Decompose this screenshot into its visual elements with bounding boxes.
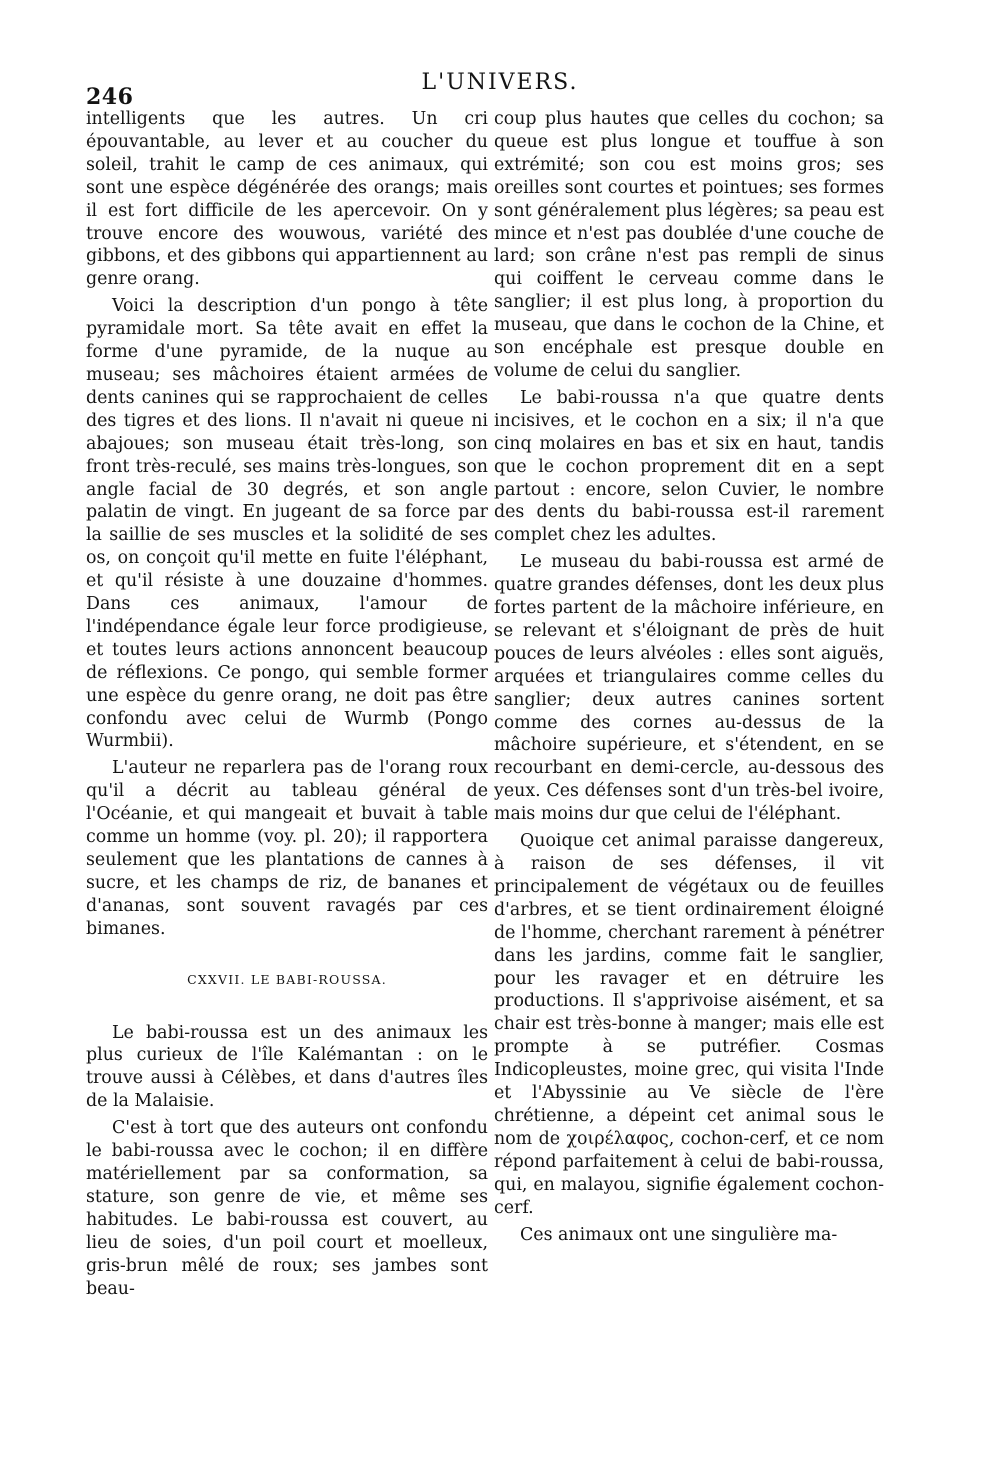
left-column [86,108,488,1300]
paragraph: Le museau du babi-roussa est armé de quatre grandes défenses, dont les deux plus fortes partent de la mâchoire inférieure, en se relevant et s'éloignant de près de huit pouces de leurs alvéoles : elles sont aiguës, arquées et triangulaires comme celles du sanglier; deux autres canines sortent comme des cornes au-dessus de la mâchoire supérieure, et s'étendent, en se recourbant en demi-cercle, au-dessous des yeux. Ces défenses sont d'un très-bel ivoire, mais moins dur que celui de l'éléphant. [494,552,884,825]
paragraph: coup plus hautes que celles du cochon; sa queue est plus longue et touffue à son extrémité; son cou est moins gros; ses oreilles sont courtes et pointues; ses formes sont généralement plus légères; sa peau est mince et n'est pas doublée d'une couche de lard; son crâne n'est pas rempli de sinus qui coiffent le cerveau comme dans le sanglier; il est plus long, à proportion du museau, que dans le cochon de la Chine, et son encéphale est presque double en volume de celui du sanglier. [494,109,884,381]
paragraph: L'auteur ne reparlera pas de l'orang roux qu'il a décrit au tableau général de l'Océanie, et qui mangeait et buvait à table comme un homme (voy. pl. 20); il rapportera seulement que les plantations de cannes à sucre, et les champs de riz, de bananes et d'ananas, sont souvent ravagés par ces bimanes. [86,758,488,939]
section-heading: CXXVII. LE BABI-ROUSSA. [187,971,387,987]
paragraph: Ces animaux ont une singulière ma- [520,1224,838,1245]
right-column [494,108,884,1246]
running-title: L'UNIVERS. [421,70,579,95]
paragraph: Voici la description d'un pongo à tête pyramidale mort. Sa tête avait en effet la forme d'une pyramide, de la nuque au museau; ses mâchoires étaient armées de dents canines qui se rapprochaient de celles des tigres et des lions. Il n'avait ni queue ni abajoues; son museau était très-long, son front très-reculé, ses mains très-longues, son angle facial de 30 degrés, et son angle palatin de vingt. En jugeant de sa force par la saillie de ses muscles et la solidité de ses os, on conçoit qu'il mette en fuite l'éléphant, et qu'il résiste à une douzaine d'hommes. Dans ces animaux, l'amour de l'indépendance égale leur force prodigieuse, et toutes leurs actions annoncent beaucoup de réflexions. Ce pongo, qui semble former une espèce du genre orang, ne doit pas être confondu avec celui de Wurmb (Pongo Wurmbii). [86,296,488,752]
paragraph: Quoique cet animal paraisse dangereux, à raison de ses défenses, il vit principalement de végétaux ou de feuilles d'arbres, et se tient ordinairement éloigné de l'homme, cherchant rarement à pénétrer dans les jardins, comme fait le sanglier, pour les ravager et en détruire les productions. Il s'apprivoise aisément, et sa chair est très-bonne à manger; mais elle est prompte à se putréfier. Cosmas Indicopleustes, moine grec, qui visita l'Inde et l'Abyssinie au Ve siècle de l'ère chrétienne, a dépeint cet animal sous le nom de χοιρέλαφος, cochon-cerf, et ce nom répond parfaitement à celui de babi-roussa, qui, en malayou, signifie également cochon-cerf. [494,831,884,1218]
page-number: 246 [86,84,134,110]
paragraph: Le babi-roussa est un des animaux les plus curieux de l'île Kalémantan : on le trouve aussi à Célèbes, et dans d'autres îles de la Malaisie. [86,1022,488,1112]
paragraph: intelligents que les autres. Un cri épouvantable, au lever et au coucher du soleil, trahit le camp de ces animaux, qui sont une espèce dégénérée des orangs; mais il est fort difficile de les apercevoir. On y trouve encore des wouwous, variété des gibbons, et des gibbons qui appartiennent au genre orang. [86,109,488,290]
paragraph: C'est à tort que des auteurs ont confondu le babi-roussa avec le cochon; il en diffère matériellement par sa conformation, sa stature, son genre de vie, et même ses habitudes. Le babi-roussa est couvert, au lieu de soies, d'un poil court et moelleux, gris-brun mêlé de roux; ses jambes sont beau- [86,1118,488,1299]
paragraph: Le babi-roussa n'a que quatre dents incisives, et le cochon en a six; il n'a que cinq molaires en bas et six en haut, tandis que le cochon proprement dit en a sept partout : encore, selon Cuvier, le nombre des dents du babi-roussa est-il rarement complet chez les adultes. [494,387,884,546]
